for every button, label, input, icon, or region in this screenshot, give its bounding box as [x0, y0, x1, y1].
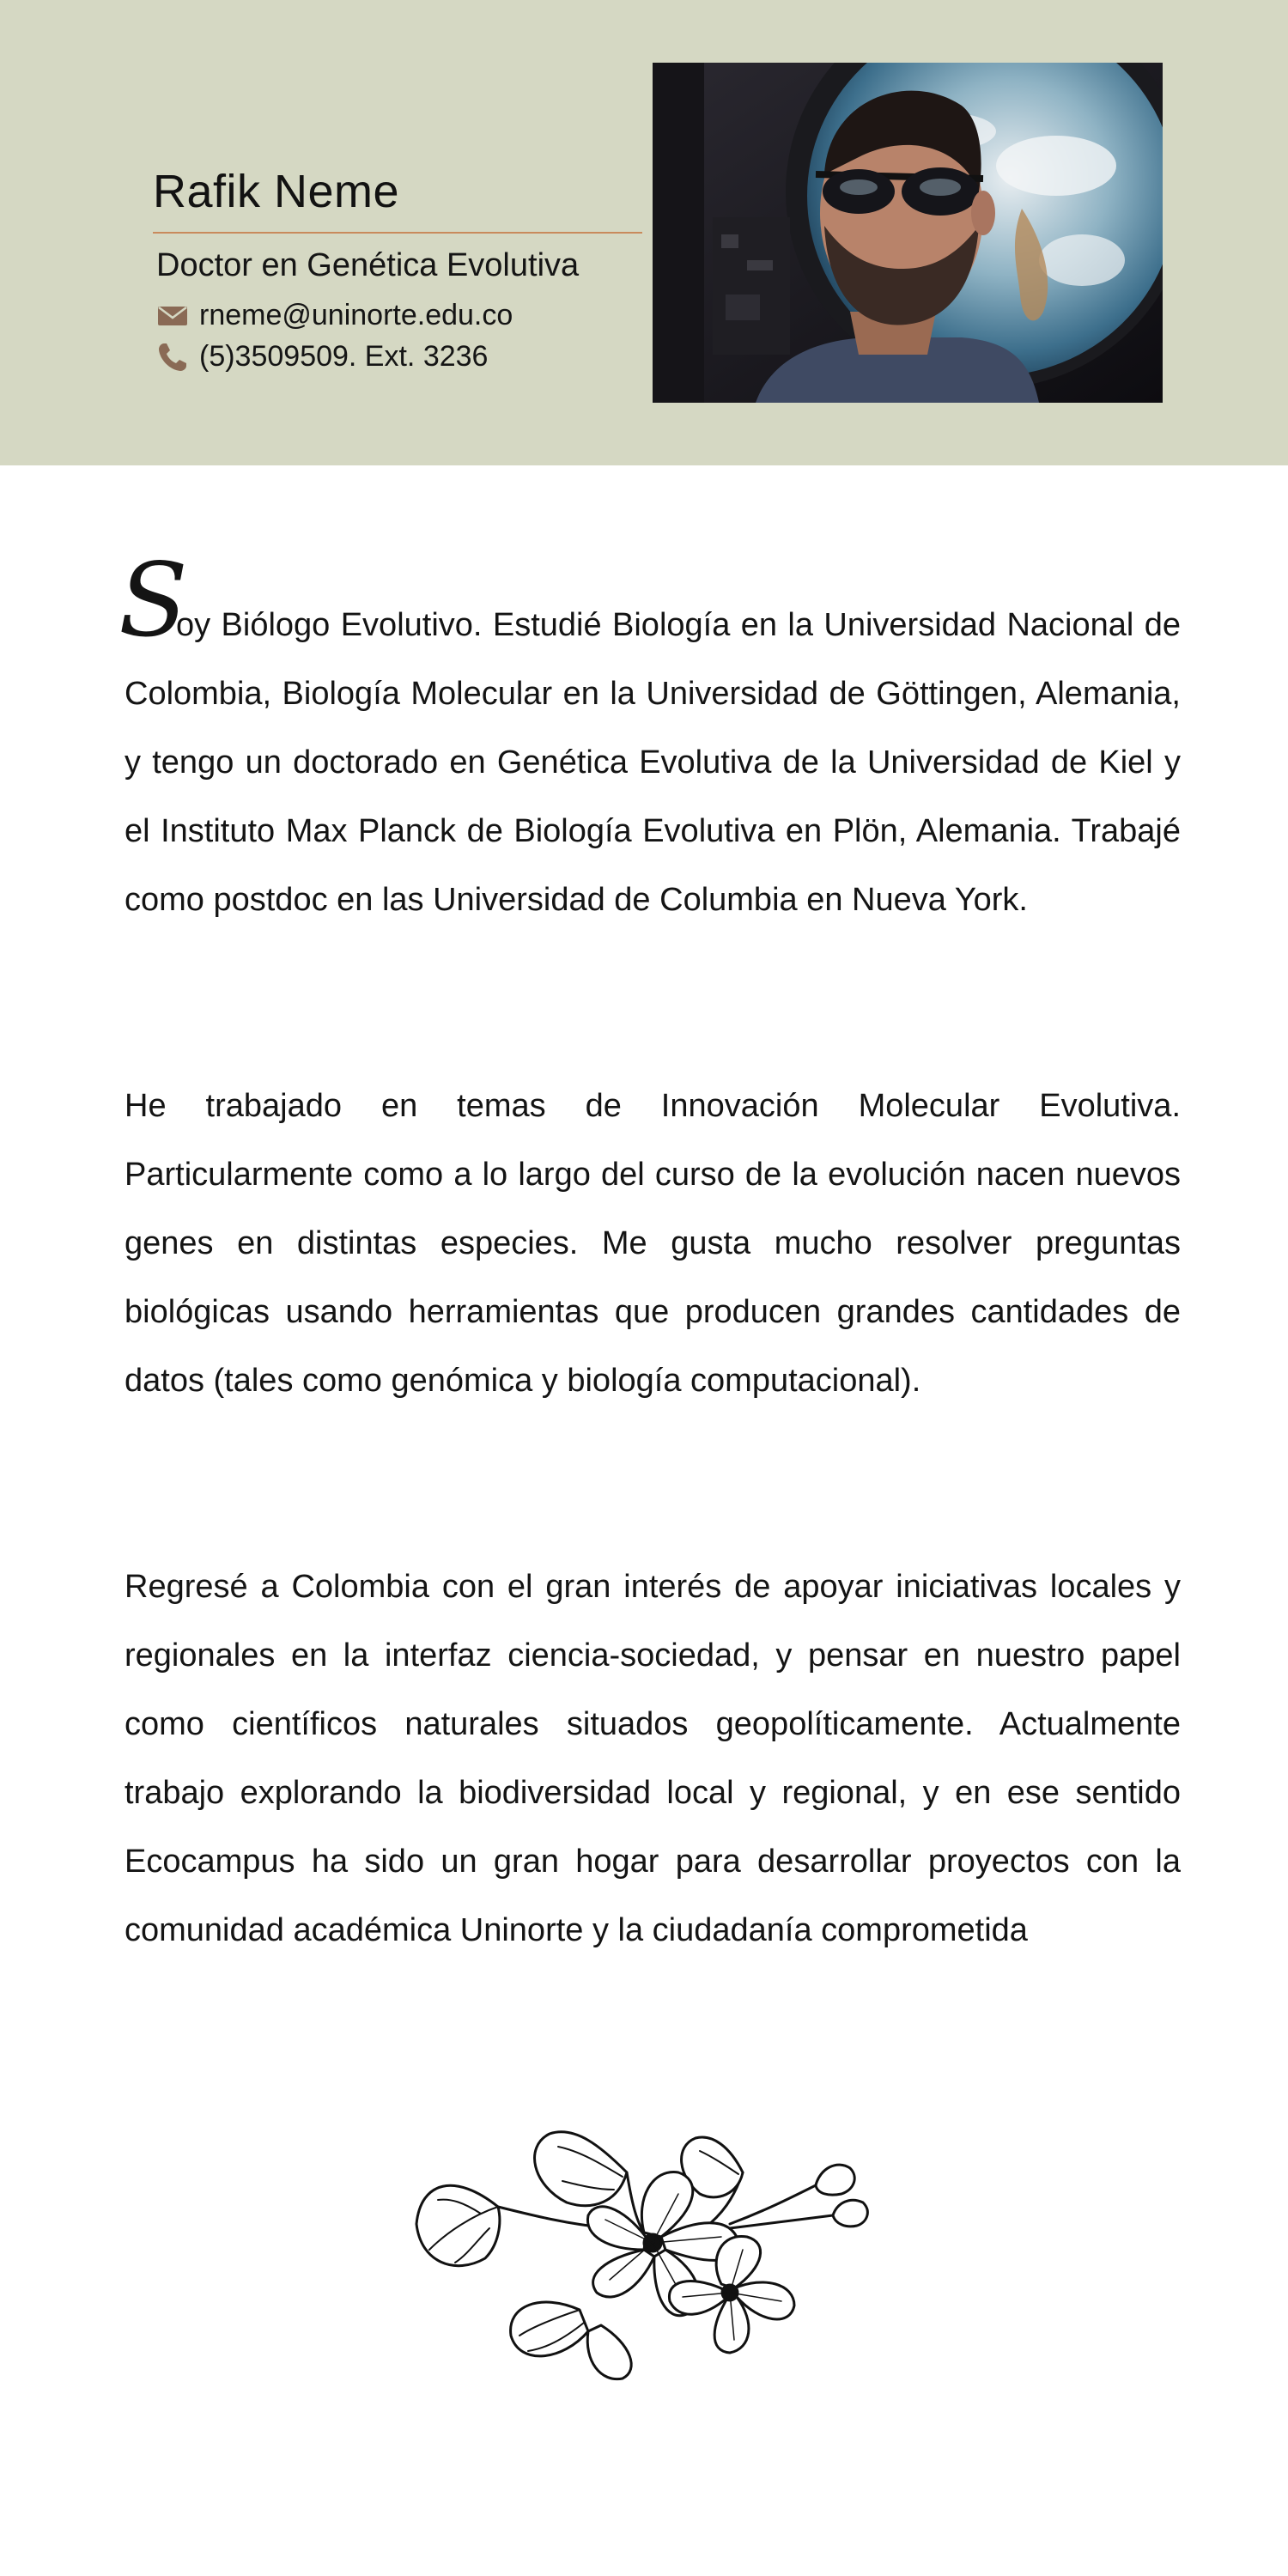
bio-paragraph-1 — [125, 591, 1181, 934]
email-address[interactable]: rneme@uninorte.edu.co — [199, 299, 513, 331]
flower-illustration — [404, 2121, 884, 2396]
phone-row — [156, 340, 488, 374]
bio-paragraph-1-text: oy Biólogo Evolutivo. Estudié Biología en la Universidad Nacional de Colombia, Biología Molecular en la Universidad de Göttingen, Alemania, y tengo un doctorado en Genética Evolutiva de la Universidad de Kiel y el Instituto Max Planck de Biología Evolutiva en Plön, Alemania. Trabajé como postdoc en las Universidad de Columbia en Nueva York. — [125, 607, 1181, 918]
phone-number[interactable]: (5)3509509. Ext. 3236 — [199, 340, 489, 373]
profile-name: Rafik Neme — [153, 166, 400, 217]
name-divider — [153, 232, 642, 234]
envelope-icon — [156, 300, 189, 332]
email-row — [156, 299, 513, 332]
drop-cap: S — [118, 541, 188, 659]
bio-paragraph-3: Regresé a Colombia con el gran interés de apoyar iniciativas locales y regionales en la interfaz ciencia-sociedad, y pensar en nuestro papel como científicos naturales situados geopolíticamente. Actualmente trabajo explorando la biodiversidad local y regional, y en ese sentido Ecocampus ha sido un gran hogar para desarrollar proyectos con la comunidad académica Uninorte y la ciudadanía comprometida — [125, 1569, 1181, 1948]
profile-header — [0, 0, 1288, 465]
profile-title: Doctor en Genética Evolutiva — [156, 247, 580, 283]
phone-icon — [156, 341, 189, 374]
bio-paragraph-2: He trabajado en temas de Innovación Molecular Evolutiva. Particularmente como a lo largo del curso de la evolución nacen nuevos genes en distintas especies. Me gusta mucho resolver preguntas biológicas usando herramientas que producen grandes cantidades de datos (tales como genómica y biología computacional). — [125, 1088, 1181, 1399]
profile-photo — [653, 63, 1163, 403]
